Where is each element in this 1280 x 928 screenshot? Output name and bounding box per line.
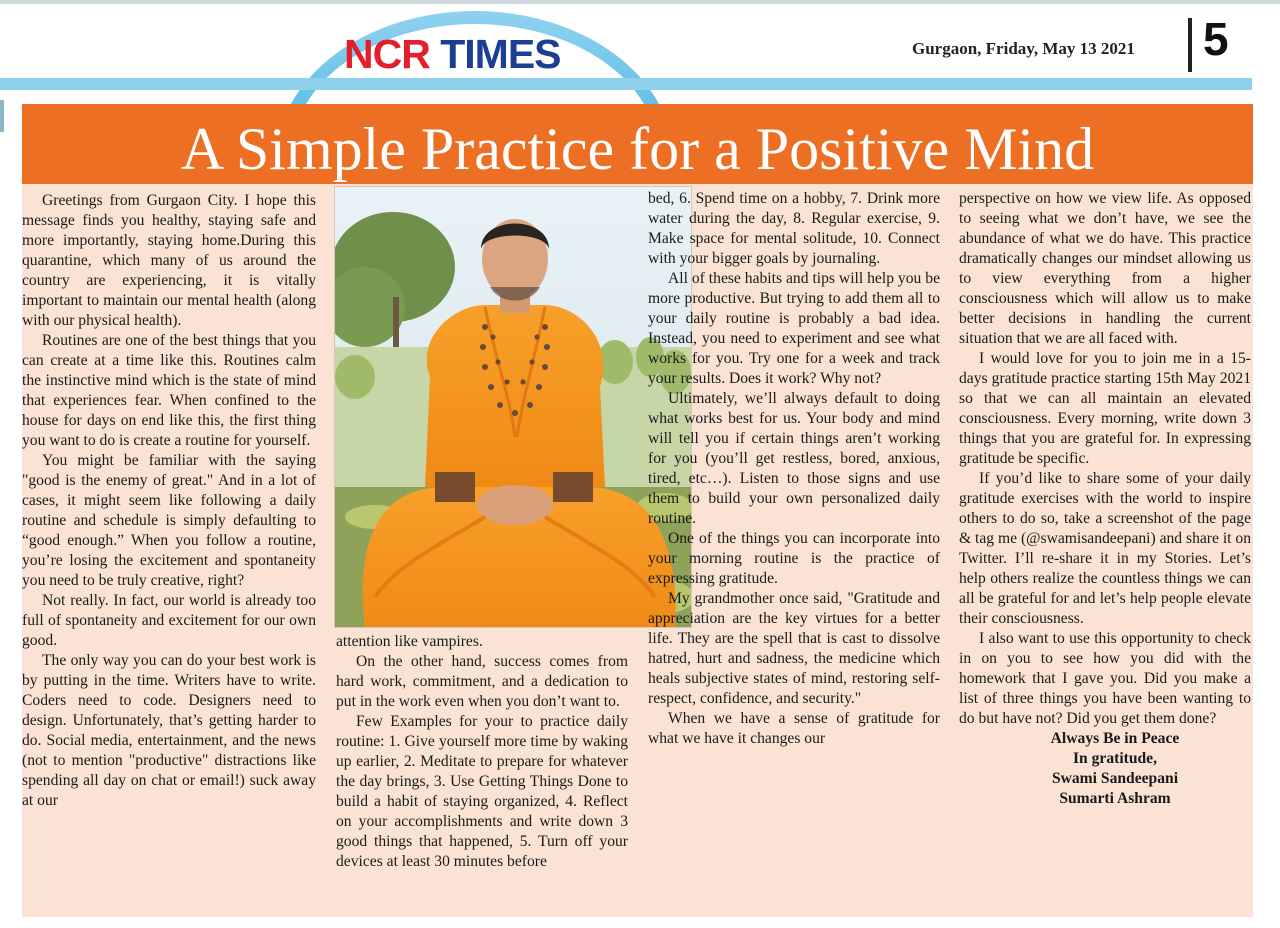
paragraph: If you’d like to share some of your daily gratitude exercises with the world to inspire others to do so, take a screenshot of the page & tag me (@swamisandeepani) and share it on Twitter. I’ll re-share it in my Stories. Let’s help others realize the countless things we can all be grateful for and let’s help people elevate their consciousness. <box>959 470 1251 627</box>
paragraph: The only way you can do your best work is by putting in the time. Writers have to write. Coders need to code. Designers need to design. Unfortunately, that’s getting harder to do. Social media, entertainment, and the news (not to mention "productive" distractions like spending all day on chat or email!) suck away at our <box>22 652 316 809</box>
meditating-person-photo <box>335 187 692 628</box>
paragraph: I would love for you to join me in a 15-days gratitude practice starting 15th May 2021 so that we can all maintain an elevated consciousness. Every morning, write down 3 things that you are grateful for. In expressing gratitude be specific. <box>959 350 1251 467</box>
paragraph: Greetings from Gurgaon City. I hope this message finds you healthy, staying safe and more importantly, staying home.During this quarantine, which many of us around the country are experiencing, it is vitally important to maintain our mental health (along with our physical health). <box>22 192 316 329</box>
logo-part-1: NCR <box>344 31 430 77</box>
signature-line: Always Be in Peace <box>1050 730 1180 747</box>
article-column-2 <box>336 632 628 872</box>
paragraph: All of these habits and tips will help you be more productive. But trying to add them all to your daily routine is probably a bad idea. Instead, you need to experiment and see what works for you. Try one for a week and track your results. Does it work? Why not? <box>648 270 940 387</box>
paragraph: On the other hand, success comes from hard work, commitment, and a dedication to put in the work even when you don’t want to. <box>336 653 628 710</box>
paragraph: attention like vampires. <box>336 633 483 650</box>
paragraph: bed, 6. Spend time on a hobby, 7. Drink more water during the day, 8. Regular exercise, 9. Make space for mental solitude, 10. Connect with your bigger goals by journaling. <box>648 190 940 267</box>
masthead-divider <box>1188 18 1192 72</box>
paragraph: One of the things you can incorporate into your morning routine is the practice of expressing gratitude. <box>648 530 940 587</box>
newspaper-logo <box>344 32 614 76</box>
article-column-4 <box>959 189 1251 809</box>
masthead-band <box>0 78 1252 90</box>
paragraph: You might be familiar with the saying "good is the enemy of great." And in a lot of cases, it might seem like following a daily routine and schedule is simply defaulting to “good enough.” When you follow a routine, you’re losing the excitement and spontaneity you need to be truly creative, right? <box>22 452 316 589</box>
paragraph: When we have a sense of gratitude for what we have it changes our <box>648 710 940 747</box>
paragraph: I also want to use this opportunity to check in on you to see how you did with the homework that I gave you. Did you make a list of three things you have been wanting to do but have not? Did you get them done? <box>959 630 1251 727</box>
paragraph: perspective on how we view life. As opposed to seeing what we don’t have, we see the abundance of what we do have. This practice dramatically changes our mindset allowing us to view everything from a higher consciousness which will allow us to make better decisions in handling the current situation that we are all faced with. <box>959 190 1251 347</box>
signature-line: Swami Sandeepani <box>1051 770 1179 787</box>
paragraph: Few Examples for your to practice daily routine: 1. Give yourself more time by waking up earlier, 2. Meditate to prepare for whatever the day brings, 3. Use Getting Things Done to build a habit of staying organized, 4. Reflect on your accomplishments and write down 3 good things that happened, 5. Turn off your devices at least 30 minutes before <box>336 713 628 870</box>
paragraph: Ultimately, we’ll always default to doing what works best for us. Your body and mind will tell you if certain things aren’t working for you (you’ll get restless, bored, anxious, tired, etc…). Listen to those signs and use them to build your own personalized daily routine. <box>648 390 940 527</box>
signature-line: Sumarti Ashram <box>1059 790 1171 807</box>
dateline: Gurgaon, Friday, May 13 2021 <box>912 39 1135 58</box>
paragraph: Routines are one of the best things that you can create at a time like this. Routines calm the instinctive mind which is the state of mind that experiences fear. When confined to the house for days on end like this, the first thing you want to do is create a routine for yourself. <box>22 332 316 449</box>
page-number: 5 <box>1203 13 1229 65</box>
article-column-1 <box>22 191 316 811</box>
headline: A Simple Practice for a Positive Mind <box>180 116 1095 182</box>
logo-part-2: TIMES <box>440 31 561 77</box>
paragraph: Not really. In fact, our world is already too full of spontaneity and excitement for our own good. <box>22 592 316 649</box>
signature-line: In gratitude, <box>1072 750 1158 767</box>
article-column-3 <box>648 189 940 749</box>
edge-mark <box>0 100 4 132</box>
paragraph: My grandmother once said, "Gratitude and appreciation are the key virtues for a better life. They are the spell that is cast to dissolve hatred, hurt and sadness, the medicine which heals subjective states of mind, restoring self-respect, confidence, and security." <box>648 590 940 707</box>
article-photo <box>334 186 692 628</box>
